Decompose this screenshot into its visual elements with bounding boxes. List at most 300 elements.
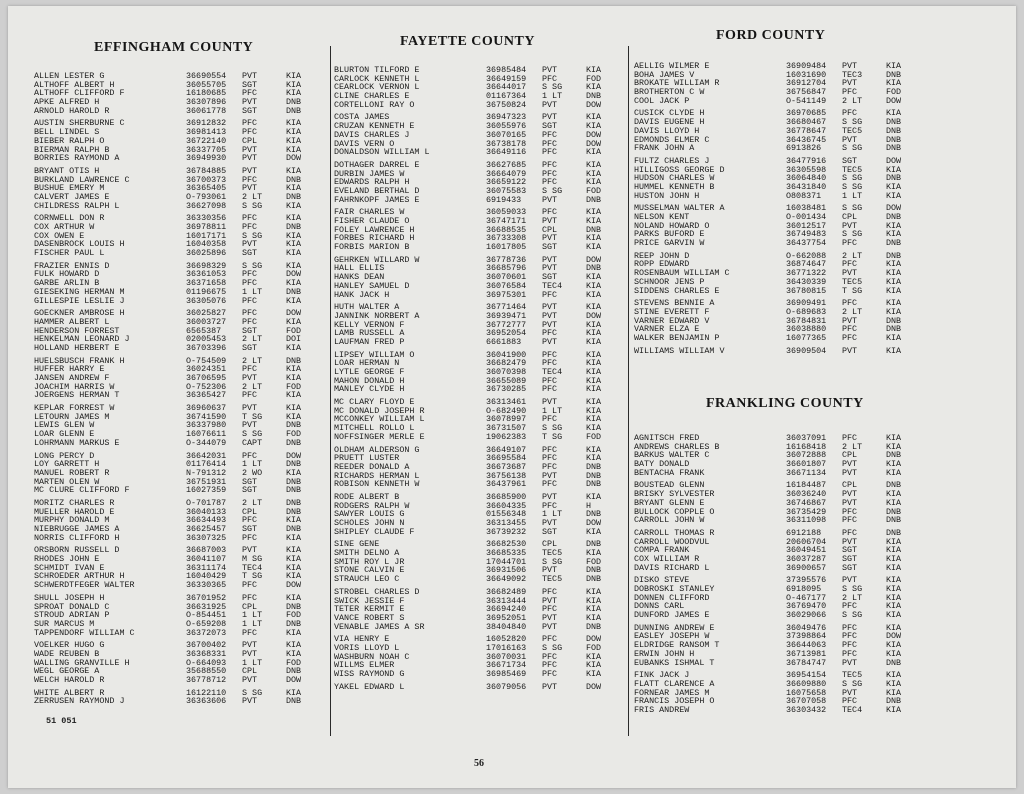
rank: PFC — [242, 390, 258, 401]
soldier-name: MC DONALD JOSEPH R — [334, 406, 425, 416]
serial-number: 36311098 — [786, 515, 827, 526]
roster-row — [634, 659, 924, 668]
soldier-name: LOY GARRETT H — [34, 460, 100, 469]
rank: PFC — [242, 278, 258, 289]
serial-number: N-791312 — [186, 467, 227, 478]
rank: 2 LT — [842, 306, 863, 317]
soldier-name: FORNEAR JAMES M — [634, 688, 710, 698]
serial-number: 36778712 — [186, 675, 227, 685]
serial-number: 36055976 — [486, 121, 527, 132]
roster-row — [634, 671, 924, 680]
casualty-type: FOD — [286, 325, 302, 336]
serial-number: 36627098 — [186, 200, 227, 211]
casualty-type: KIA — [886, 345, 902, 356]
casualty-type: KIA — [886, 433, 902, 443]
soldier-name: LETOURN JAMES M — [34, 412, 110, 422]
casualty-type: KIA — [286, 144, 302, 155]
rank: PFC — [842, 622, 858, 633]
soldier-name: BLURTON TILFORD E — [334, 66, 420, 75]
roster-row — [34, 202, 334, 211]
serial-number: 36741590 — [186, 411, 227, 422]
serial-number: 36003727 — [186, 316, 227, 327]
soldier-name: SIDDENS CHARLES E — [634, 286, 720, 296]
roster-row — [634, 576, 924, 585]
soldier-name: TAPPENDORF WILLIAM C — [34, 628, 135, 638]
casualty-type: DNB — [886, 173, 902, 184]
soldier-name: DUNNING ANDREW E — [634, 623, 715, 633]
soldier-name: BRISKY SYLVESTER — [634, 490, 715, 499]
soldier-name: KELLY VERNON F — [334, 320, 405, 330]
casualty-type: KIA — [286, 127, 302, 138]
soldier-name: FAHRNKOPF JAMES E — [334, 195, 420, 205]
rank: TEC5 — [842, 125, 863, 136]
casualty-type: DNB — [886, 125, 902, 136]
rank: S SG — [842, 117, 863, 128]
rank: PVT — [242, 183, 258, 194]
roster-row — [634, 585, 924, 594]
rank: PFC — [842, 108, 858, 119]
soldier-name: FISHER CLAUDE O — [334, 217, 410, 226]
rank: PVT — [842, 467, 858, 478]
casualty-type: KIA — [886, 190, 902, 201]
casualty-type: DOW — [286, 153, 302, 164]
rank: PVT — [542, 491, 558, 502]
serial-number: O-752306 — [186, 381, 227, 392]
serial-number: 36701952 — [186, 592, 227, 603]
rank: PFC — [242, 364, 258, 375]
rank: PFC — [242, 580, 258, 591]
soldier-name: LOHRMANN MARKUS E — [34, 438, 120, 448]
roster-row — [634, 460, 924, 469]
serial-number: 36682489 — [486, 586, 527, 597]
soldier-name: ANDREWS CHARLES B — [634, 442, 720, 452]
casualty-type: KIA — [886, 298, 902, 309]
rank: SGT — [242, 79, 258, 90]
casualty-type: KIA — [586, 289, 602, 300]
casualty-type: KIA — [286, 687, 302, 698]
casualty-type: KIA — [286, 554, 302, 565]
rank: PVT — [842, 489, 858, 500]
county-roster — [634, 62, 924, 359]
rank: S SG — [542, 82, 563, 93]
roster-row — [634, 602, 924, 611]
casualty-type: DOW — [286, 450, 302, 461]
serial-number: 36772777 — [486, 319, 527, 330]
roster-group — [634, 252, 924, 295]
casualty-type: KIA — [886, 306, 902, 317]
serial-number: 36064840 — [786, 173, 827, 184]
soldier-name: BELL LINDEL S — [34, 128, 100, 137]
casualty-type: KIA — [286, 165, 302, 176]
rank: PFC — [242, 222, 258, 232]
rank: 1 LT — [242, 610, 263, 621]
casualty-type: KIA — [886, 562, 902, 573]
rank: S SG — [842, 173, 863, 184]
casualty-type: KIA — [286, 390, 302, 401]
soldier-name: LYTLE GEORGE F — [334, 368, 405, 377]
casualty-type: KIA — [586, 216, 602, 226]
serial-number: 36604335 — [486, 500, 527, 511]
soldier-name: PRICE GARVIN W — [634, 239, 705, 248]
serial-number: 6912188 — [786, 527, 822, 538]
rank: PFC — [542, 168, 558, 179]
roster-group — [634, 299, 924, 342]
soldier-name: JANSEN ANDREW F — [34, 374, 110, 383]
rank: 1 LT — [542, 91, 563, 102]
casualty-type: KIA — [286, 571, 302, 582]
soldier-name: EDMONDS ELMER C — [634, 135, 710, 145]
casualty-type: KIA — [886, 584, 902, 594]
rank: PFC — [842, 696, 858, 707]
casualty-type: DNB — [886, 250, 902, 261]
roster-row — [34, 581, 334, 590]
rank: PFC — [842, 433, 858, 443]
rank: PFC — [542, 384, 558, 395]
soldier-name: CARLOCK KENNETH L — [334, 74, 420, 84]
casualty-type: KIA — [586, 112, 602, 123]
roster-row — [634, 204, 924, 213]
rank: 1 LT — [242, 459, 263, 470]
casualty-type: KIA — [886, 678, 902, 689]
rank: PVT — [542, 565, 558, 576]
roster-row — [334, 575, 630, 584]
serial-number: O-662088 — [786, 250, 827, 261]
soldier-name: STEVENS BENNIE A — [634, 299, 715, 308]
soldier-name: ERWIN JOHN H — [634, 649, 695, 659]
casualty-type: KIA — [886, 601, 902, 612]
casualty-type: KIA — [586, 207, 602, 218]
roster-row — [634, 62, 924, 71]
soldier-name: HUSTON JOHN H — [634, 191, 700, 201]
casualty-type: DNB — [586, 461, 602, 472]
serial-number: 16168418 — [786, 441, 827, 452]
serial-number: 36038880 — [786, 324, 827, 335]
roster-row — [634, 706, 924, 715]
serial-number: 6565387 — [186, 325, 222, 336]
serial-number: 36947323 — [486, 112, 527, 123]
serial-number: 36985469 — [486, 669, 527, 679]
rank: PVT — [542, 65, 558, 75]
rank: SGT — [842, 545, 858, 556]
soldier-name: VANCE ROBERT S — [334, 613, 405, 623]
casualty-type: DNB — [886, 117, 902, 128]
casualty-type: KIA — [286, 278, 302, 289]
roster-row — [634, 230, 924, 239]
casualty-type: KIA — [286, 532, 302, 543]
rank: PVT — [842, 61, 858, 71]
casualty-type: DNB — [286, 476, 302, 487]
rank: PFC — [542, 349, 558, 360]
rank: PFC — [542, 147, 558, 158]
soldier-name: FISCHER PAUL L — [34, 249, 105, 258]
casualty-type: KIA — [586, 453, 602, 464]
casualty-type: KIA — [586, 586, 602, 597]
roster-group — [34, 72, 334, 115]
roster-row — [634, 594, 924, 603]
soldier-name: REEDER DONALD A — [334, 462, 410, 472]
rank: S SG — [842, 610, 863, 621]
casualty-type: KIA — [886, 497, 902, 508]
serial-number: 36780815 — [786, 285, 827, 296]
casualty-type: KIA — [886, 687, 902, 698]
serial-number: 36313461 — [486, 397, 527, 408]
roster-group — [34, 119, 334, 162]
roster-row — [634, 308, 924, 317]
soldier-name: BOHA JAMES V — [634, 70, 695, 80]
rank: S SG — [842, 229, 863, 240]
casualty-type: KIA — [286, 411, 302, 422]
serial-number: 16017171 — [186, 230, 227, 241]
roster-row — [334, 433, 630, 442]
serial-number: 36070031 — [486, 651, 527, 662]
serial-number: 36784885 — [186, 165, 227, 176]
serial-number: O-001434 — [786, 212, 827, 222]
serial-number: 36688535 — [486, 224, 527, 235]
roster-row — [634, 79, 924, 88]
roster-group — [34, 689, 334, 706]
casualty-type: KIA — [286, 239, 302, 250]
roster-row — [634, 697, 924, 706]
soldier-name: GIESEKING HERMAN M — [34, 287, 125, 297]
soldier-name: WHITE ALBERT R — [34, 688, 105, 698]
casualty-type: DOW — [286, 580, 302, 591]
casualty-type: KIA — [586, 423, 602, 434]
serial-number: 36735429 — [786, 506, 827, 517]
serial-number: 36061778 — [186, 105, 227, 116]
rank: S SG — [842, 203, 863, 214]
soldier-name: BROTHERTON C W — [634, 88, 705, 97]
casualty-type: FOD — [286, 381, 302, 392]
rank: S SG — [842, 584, 863, 594]
roster-row — [634, 287, 924, 296]
county-title: FORD COUNTY — [716, 28, 826, 43]
rank: PFC — [842, 324, 858, 335]
soldier-name: SCHOLES JOHN N — [334, 519, 405, 528]
roster-page — [8, 6, 1016, 788]
casualty-type: DNB — [286, 459, 302, 470]
soldier-name: MANLEY CLYDE H — [334, 385, 405, 395]
rank: 2 WO — [242, 467, 263, 478]
roster-group — [634, 481, 924, 524]
soldier-name: OLDHAM ALDERSON G — [334, 445, 420, 455]
serial-number: 36687003 — [186, 545, 227, 556]
serial-number: 36070165 — [486, 129, 527, 140]
roster-group — [634, 624, 924, 667]
rank: S SG — [242, 429, 263, 440]
casualty-type: KIA — [586, 280, 602, 291]
soldier-name: VARNER ELZA E — [634, 325, 700, 334]
casualty-type: DNB — [886, 315, 902, 326]
soldier-name: NOLAND HOWARD O — [634, 221, 710, 231]
rank: PFC — [242, 450, 258, 461]
soldier-name: FRANK JOHN A — [634, 144, 695, 153]
casualty-type: KIA — [886, 441, 902, 452]
rank: CPL — [242, 666, 258, 677]
serial-number: 36960637 — [186, 403, 227, 414]
rank: PFC — [242, 515, 258, 526]
casualty-type: KIA — [586, 349, 602, 360]
roster-group — [634, 576, 924, 619]
serial-number: 36700373 — [186, 174, 227, 185]
casualty-type: DNB — [286, 696, 302, 707]
casualty-type: DOW — [886, 203, 902, 214]
casualty-type: DNB — [286, 666, 302, 677]
serial-number: 36627685 — [486, 159, 527, 170]
rank: PFC — [542, 73, 558, 84]
rank: 1 LT — [542, 509, 563, 520]
roster-group — [334, 540, 630, 583]
soldier-name: HANLEY SAMUEL D — [334, 281, 410, 291]
roster-group — [334, 303, 630, 346]
serial-number: 36751931 — [186, 476, 227, 487]
soldier-name: LONG PERCY D — [34, 451, 95, 461]
serial-number: 36952054 — [486, 328, 527, 339]
rank: S SG — [842, 143, 863, 154]
roster-group — [34, 262, 334, 305]
roster-row — [634, 469, 924, 478]
soldier-name: VORIS LLOYD L — [334, 643, 400, 653]
rank: PFC — [542, 138, 558, 149]
rank: PFC — [242, 532, 258, 543]
casualty-type: KIA — [886, 268, 902, 279]
rank: T SG — [842, 285, 863, 296]
soldier-name: FORBES RICHARD H — [334, 234, 415, 244]
serial-number: 36978811 — [186, 222, 227, 232]
roster-group — [634, 347, 924, 356]
footer-code: 51 051 — [46, 716, 77, 726]
serial-number: 01556348 — [486, 509, 527, 520]
soldier-name: NOFFSINGER MERLE E — [334, 432, 425, 442]
soldier-name: DUNFORD JAMES E — [634, 611, 710, 620]
rank: PVT — [842, 687, 858, 698]
serial-number: 36365427 — [186, 390, 227, 401]
roster-row — [634, 144, 924, 153]
soldier-name: HUFFER HARRY E — [34, 365, 105, 374]
rank: S SG — [242, 200, 263, 211]
serial-number: 16052820 — [486, 634, 527, 645]
soldier-name: PRUETT LUSTER — [334, 454, 400, 463]
rank: PFC — [242, 627, 258, 638]
roster-row — [634, 529, 924, 538]
soldier-name: SMITH DELNO A — [334, 549, 400, 558]
rank: SGT — [842, 553, 858, 564]
roster-row — [334, 683, 630, 692]
rank: 1 LT — [242, 286, 263, 297]
soldier-name: ROBISON KENNETH W — [334, 480, 420, 489]
casualty-type: KIA — [586, 405, 602, 416]
soldier-name: MITCHELL ROLLO L — [334, 424, 415, 433]
serial-number: 36313444 — [486, 595, 527, 606]
rank: PFC — [842, 640, 858, 651]
soldier-name: STROBEL CHARLES D — [334, 587, 420, 597]
soldier-name: ROSENBAUM WILLIAM C — [634, 269, 730, 278]
serial-number: 36025827 — [186, 308, 227, 319]
soldier-name: HUMMEL KENNETH B — [634, 182, 715, 192]
soldier-name: FOLEY LAWRENCE H — [334, 225, 415, 235]
soldier-name: HANK JACK H — [334, 290, 390, 300]
roster-group — [634, 109, 924, 152]
soldier-name: FAIR CHARLES W — [334, 208, 405, 217]
rank: CPL — [842, 212, 858, 222]
roster-row — [634, 443, 924, 452]
serial-number: O-344079 — [186, 437, 227, 448]
soldier-name: HUDSON CHARLES W — [634, 174, 715, 183]
serial-number: 02005453 — [186, 334, 227, 345]
rank: 2 LT — [242, 381, 263, 392]
rank: PFC — [242, 308, 258, 319]
casualty-type: DNB — [886, 69, 902, 80]
rank: PVT — [242, 675, 258, 685]
serial-number: 36682530 — [486, 539, 527, 550]
casualty-type: KIA — [586, 272, 602, 283]
roster-row — [634, 508, 924, 517]
serial-number: 36731507 — [486, 423, 527, 434]
soldier-name: STINE EVERETT F — [634, 307, 710, 317]
roster-group — [34, 452, 334, 495]
casualty-type: DNB — [286, 497, 302, 508]
casualty-type: DOW — [586, 634, 602, 645]
roster-row — [334, 528, 630, 537]
soldier-name: CLINE CHARLES E — [334, 92, 410, 101]
casualty-type: DOW — [886, 155, 902, 166]
casualty-type: DOW — [286, 269, 302, 280]
casualty-type: KIA — [586, 595, 602, 606]
soldier-name: LIPSEY WILLIAM O — [334, 350, 415, 360]
serial-number: 36975301 — [486, 289, 527, 300]
soldier-name: DOTHAGER DARREL E — [334, 160, 420, 170]
roster-row — [334, 385, 630, 394]
roster-row — [634, 183, 924, 192]
rank: PVT — [542, 99, 558, 110]
roster-row — [634, 118, 924, 127]
serial-number: O-467177 — [786, 592, 827, 603]
serial-number: 36371658 — [186, 278, 227, 289]
casualty-type: KIA — [886, 622, 902, 633]
soldier-name: GILLESPIE LESLIE J — [34, 296, 125, 306]
serial-number: 36430339 — [786, 276, 827, 287]
casualty-type: DNB — [586, 263, 602, 274]
serial-number: 6913826 — [786, 143, 822, 154]
serial-number: 36981413 — [186, 127, 227, 138]
casualty-type: DNB — [286, 222, 302, 232]
rank: PFC — [242, 127, 258, 138]
roster-row — [634, 451, 924, 460]
rank: S SG — [242, 260, 263, 271]
soldier-name: STONE CALVIN E — [334, 566, 405, 576]
serial-number: 36634493 — [186, 515, 227, 526]
casualty-type: DNB — [586, 574, 602, 585]
rank: TEC5 — [542, 548, 563, 559]
rank: PVT — [542, 194, 558, 205]
serial-number: 36949930 — [186, 153, 227, 164]
rank: PVT — [842, 575, 858, 586]
serial-number: 36041107 — [186, 554, 227, 565]
serial-number: 36912832 — [186, 118, 227, 129]
rank: PFC — [542, 660, 558, 671]
rank: SGT — [242, 524, 258, 534]
soldier-name: STRAUCH LEO C — [334, 575, 400, 584]
soldier-name: ALTHOFF ALBERT H — [34, 80, 115, 90]
roster-row — [634, 157, 924, 166]
roster-row — [634, 269, 924, 278]
soldier-name: SCHWERDTFEGER WALTER — [34, 581, 135, 590]
rank: PVT — [242, 97, 258, 108]
soldier-name: CORNWELL DON R — [34, 214, 105, 223]
page-number: 56 — [474, 758, 484, 769]
roster-group — [334, 398, 630, 441]
soldier-name: JANNINK NORBERT A — [334, 311, 420, 321]
casualty-type: KIA — [586, 233, 602, 244]
